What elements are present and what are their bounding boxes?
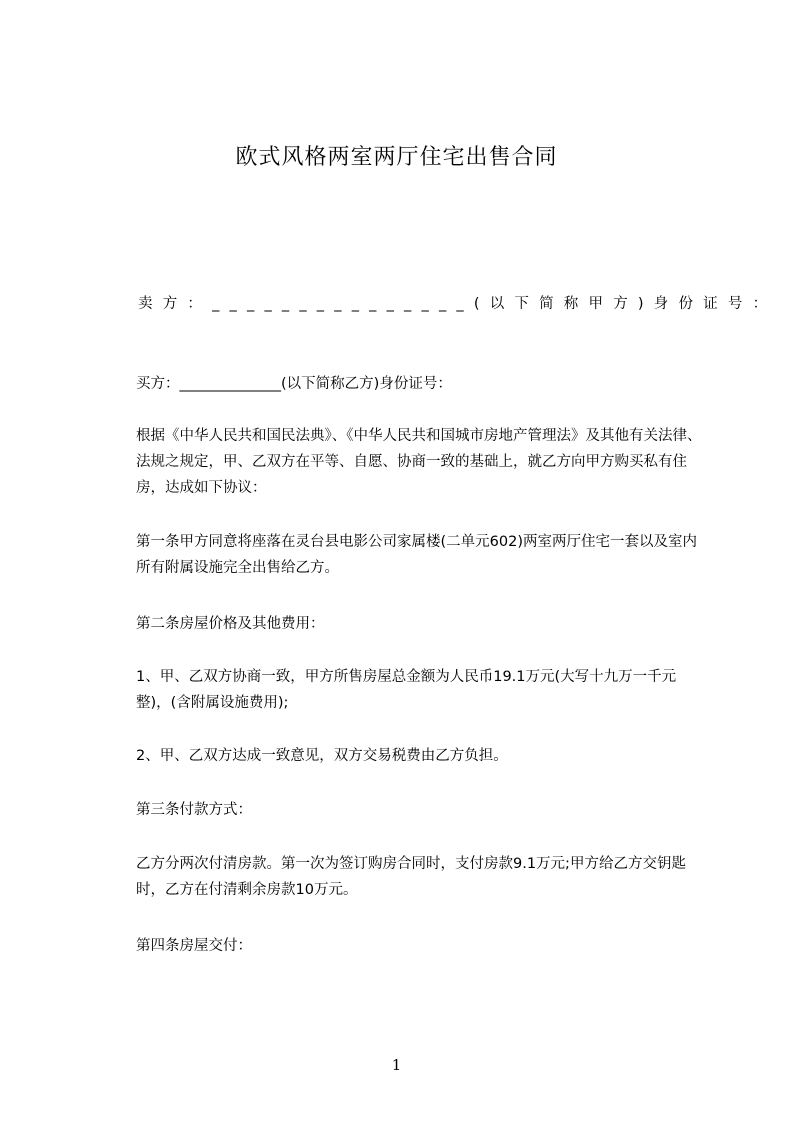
buyer-line: 买方：______________(以下简称乙方)身份证号： bbox=[136, 376, 452, 392]
seller-line: 卖方：_______________(以下简称甲方)身份证号： bbox=[138, 296, 778, 312]
article-2-item-2: 2、甲、乙双方达成一致意见，双方交易税费由乙方负担。 bbox=[136, 748, 508, 764]
article-3-heading: 第三条付款方式： bbox=[136, 802, 252, 818]
article-1-text: 第一条甲方同意将座落在灵台县电影公司家属楼(二单元602)两室两厅住宅一套以及室内所有附属设施完全出售给乙方。 bbox=[136, 534, 697, 576]
article-2-heading: 第二条房屋价格及其他费用： bbox=[136, 616, 325, 632]
page-number: 1 bbox=[391, 1056, 402, 1074]
article-4-heading: 第四条房屋交付： bbox=[136, 938, 252, 954]
preamble-text: 根据《中华人民共和国民法典》、《中华人民共和国城市房地产管理法》及其他有关法律、法规之规定，甲、乙双方在平等、自愿、协商一致的基础上，就乙方向甲方购买私有住房，达成如下协议： bbox=[136, 428, 702, 496]
article-1-paragraph bbox=[136, 529, 706, 581]
preamble-paragraph bbox=[136, 423, 706, 501]
article-2-item-1-text: 1、甲、乙双方协商一致，甲方所售房屋总金额为人民币19.1万元(大写十九万一千元整)，(含附属设施费用); bbox=[136, 669, 677, 711]
article-3-text: 乙方分两次付清房款。第一次为签订购房合同时，支付房款9.1万元;甲方给乙方交钥匙时，乙方在付清剩余房款10万元。 bbox=[136, 856, 686, 898]
document-title: 欧式风格两室两厅住宅出售合同 bbox=[235, 145, 558, 170]
article-2-item-1 bbox=[136, 664, 706, 716]
article-3-paragraph bbox=[136, 851, 706, 903]
